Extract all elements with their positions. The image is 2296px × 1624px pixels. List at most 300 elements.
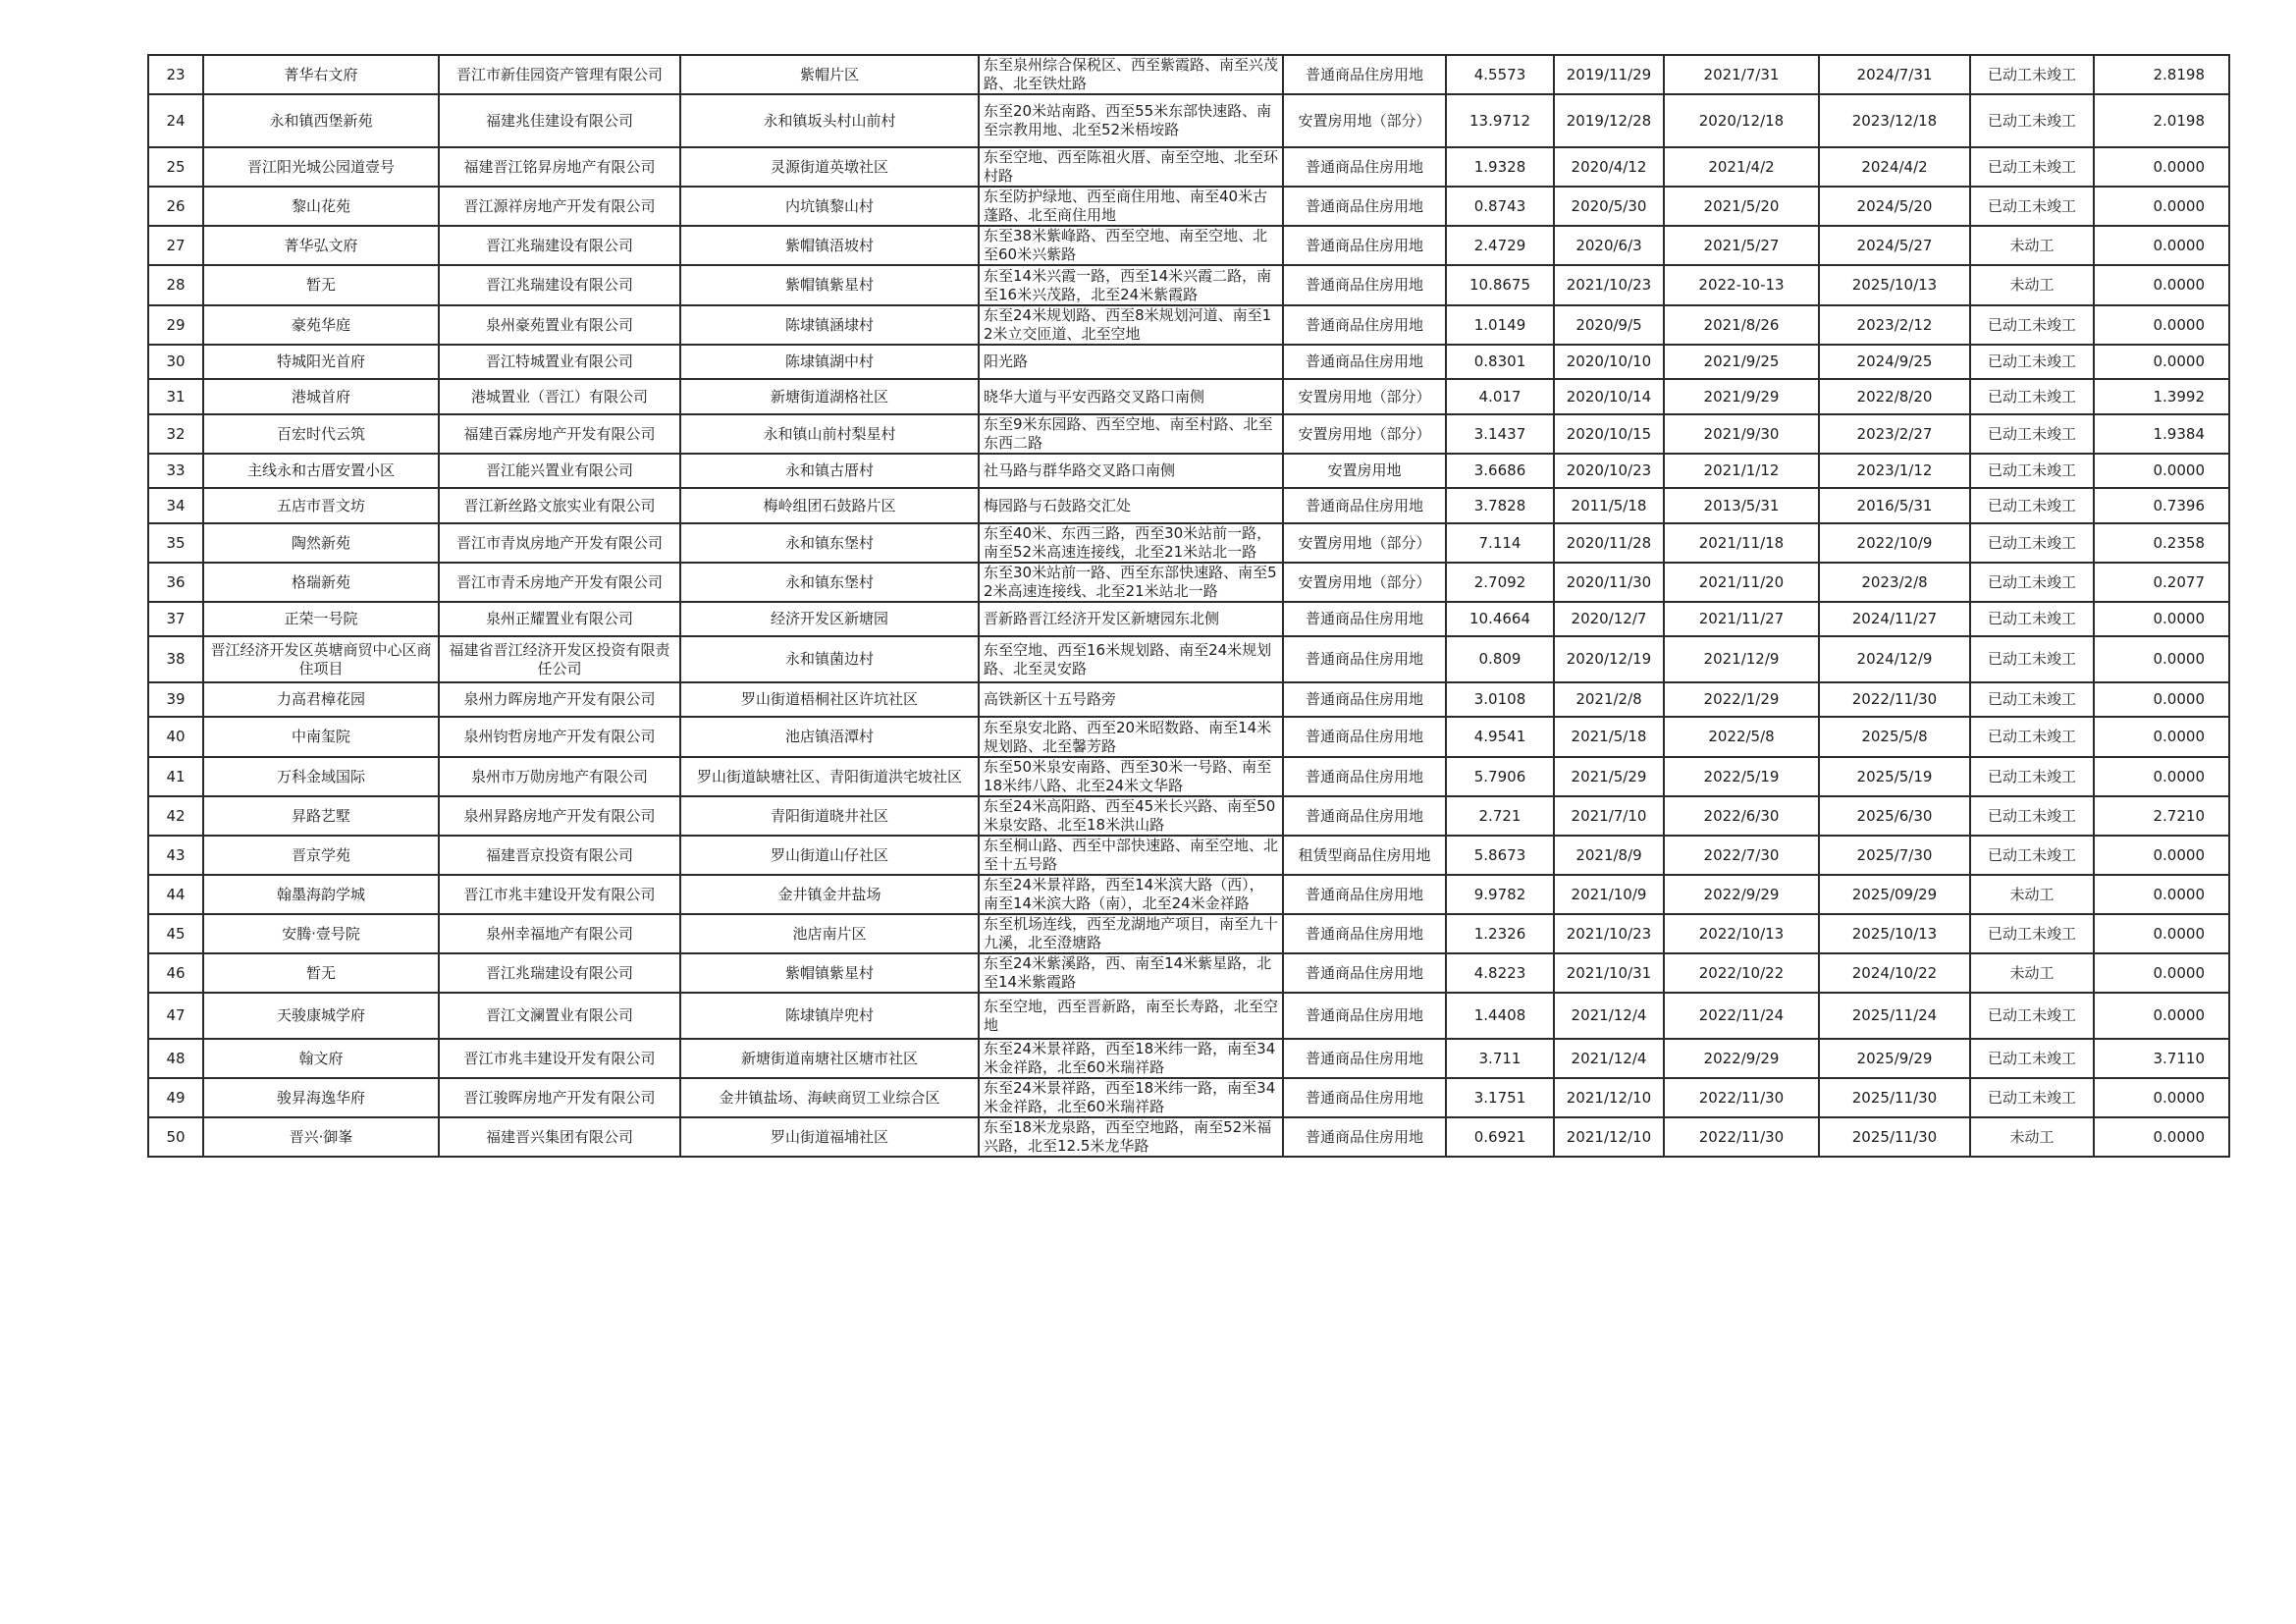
project-name-cell	[203, 379, 439, 414]
project-name-cell	[203, 55, 439, 94]
contract-date-cell	[1554, 147, 1664, 187]
boundaries: 东至24米景祥路，西至18米纬一路，南至34米金祥路，北至60米瑞祥路	[984, 1079, 1276, 1115]
status-cell	[1970, 187, 2094, 226]
start-date: 2020/12/18	[1698, 111, 1785, 130]
status-cell	[1970, 1117, 2094, 1157]
completed-area-cell	[2094, 796, 2229, 836]
contract-date-cell	[1554, 757, 1664, 796]
project-name: 五店市晋文坊	[276, 496, 365, 514]
project-name-cell	[203, 796, 439, 836]
location-cell	[680, 717, 979, 757]
location: 永和镇山前村梨星村	[763, 424, 896, 443]
area-cell	[1446, 993, 1554, 1039]
land-use-cell	[1283, 523, 1446, 563]
row-number: 37	[166, 610, 186, 627]
project-name-cell	[203, 563, 439, 602]
completion-date-cell	[1819, 914, 1970, 953]
row-number-cell	[148, 94, 203, 147]
completed-area-cell	[2094, 717, 2229, 757]
status: 已动工未竣工	[1987, 690, 2076, 708]
land-use: 普通商品住房用地	[1305, 315, 1423, 334]
start-date-cell	[1664, 1078, 1819, 1117]
start-date: 2022-10-13	[1698, 276, 1785, 294]
table-row	[148, 717, 2229, 757]
land-use-cell	[1283, 717, 1446, 757]
boundaries-cell	[979, 636, 1283, 682]
completed-area-cell	[2094, 187, 2229, 226]
area-cell	[1446, 602, 1554, 636]
project-name: 黎山花苑	[291, 196, 350, 215]
project-name-cell	[203, 757, 439, 796]
contract-date: 2019/11/29	[1566, 65, 1652, 83]
start-date-cell	[1664, 226, 1819, 265]
developer: 福建省晋江经济开发区投资有限责任公司	[449, 640, 670, 677]
boundaries-cell	[979, 379, 1283, 414]
contract-date-cell	[1554, 345, 1664, 379]
status-cell	[1970, 953, 2094, 993]
completion-date-cell	[1819, 226, 1970, 265]
status-cell	[1970, 1039, 2094, 1078]
contract-date-cell	[1554, 875, 1664, 914]
project-name: 翰墨海韵学城	[276, 885, 365, 903]
developer-cell	[439, 414, 680, 454]
project-name: 骏昇海逸华府	[276, 1088, 365, 1107]
area: 5.8673	[1473, 845, 1526, 864]
boundaries-cell	[979, 1039, 1283, 1078]
completed-area-cell	[2094, 345, 2229, 379]
completed-area-cell	[2094, 305, 2229, 345]
status: 已动工未竣工	[1987, 533, 2076, 552]
project-name-cell	[203, 488, 439, 523]
area-cell	[1446, 94, 1554, 147]
boundaries: 东至18米龙泉路，西至空地路，南至52米福兴路，北至12.5米龙华路	[984, 1118, 1272, 1155]
contract-date-cell	[1554, 563, 1664, 602]
completed-area: 0.0000	[2153, 1127, 2205, 1146]
location-cell	[680, 914, 979, 953]
land-use: 安置房用地（部分）	[1298, 387, 1431, 406]
contract-date: 2019/12/28	[1566, 111, 1652, 130]
completion-date: 2022/11/30	[1851, 690, 1938, 708]
status: 已动工未竣工	[1987, 424, 2076, 443]
project-name: 安腾·壹号院	[282, 924, 360, 943]
contract-date-cell	[1554, 717, 1664, 757]
completed-area-cell	[2094, 875, 2229, 914]
land-use-cell	[1283, 796, 1446, 836]
boundaries: 东至防护绿地、西至商住用地、南至40米古蓬路、北至商住用地	[984, 188, 1268, 224]
area: 1.0149	[1473, 315, 1526, 334]
completion-date: 2024/5/27	[1856, 236, 1933, 254]
status-cell	[1970, 636, 2094, 682]
area-cell	[1446, 55, 1554, 94]
status: 已动工未竣工	[1987, 1006, 2076, 1024]
boundaries: 东至20米站南路、西至55米东部快速路、南至宗教用地、北至52米梧垵路	[984, 102, 1272, 138]
boundaries: 晓华大道与平安西路交叉路口南侧	[984, 387, 1205, 406]
start-date: 2021/11/18	[1698, 533, 1785, 552]
start-date: 2022/11/30	[1698, 1088, 1785, 1107]
status-cell	[1970, 993, 2094, 1039]
area-cell	[1446, 1078, 1554, 1117]
start-date-cell	[1664, 636, 1819, 682]
location: 青阳街道晓井社区	[770, 806, 888, 825]
project-name-cell	[203, 682, 439, 717]
completion-date: 2024/4/2	[1861, 157, 1928, 176]
status-cell	[1970, 682, 2094, 717]
completion-date: 2025/10/13	[1851, 924, 1938, 943]
completed-area-cell	[2094, 226, 2229, 265]
table-row	[148, 1117, 2229, 1157]
developer: 晋江市兆丰建设开发有限公司	[463, 885, 656, 903]
project-name: 万科金域国际	[276, 767, 365, 785]
boundaries: 东至38米紫峰路、西至空地、南至空地、北至60米兴紫路	[984, 227, 1268, 263]
start-date-cell	[1664, 265, 1819, 305]
row-number-cell	[148, 836, 203, 875]
land-use-cell	[1283, 488, 1446, 523]
land-supply-table	[147, 54, 2230, 1158]
contract-date-cell	[1554, 379, 1664, 414]
table-row	[148, 94, 2229, 147]
start-date: 2021/9/29	[1703, 387, 1780, 406]
project-name-cell	[203, 1078, 439, 1117]
location-cell	[680, 1078, 979, 1117]
land-use-cell	[1283, 953, 1446, 993]
start-date: 2022/5/8	[1708, 728, 1775, 745]
status: 已动工未竣工	[1987, 767, 2076, 785]
location: 陈埭镇岸兜村	[784, 1006, 874, 1024]
project-name-cell	[203, 454, 439, 488]
developer: 泉州力晖房地产开发有限公司	[463, 690, 656, 708]
contract-date: 2020/10/23	[1566, 461, 1652, 479]
completed-area: 0.0000	[2153, 963, 2205, 982]
row-number-cell	[148, 1078, 203, 1117]
row-number: 42	[166, 806, 186, 825]
table-row	[148, 305, 2229, 345]
boundaries-cell	[979, 563, 1283, 602]
row-number-cell	[148, 488, 203, 523]
row-number-cell	[148, 305, 203, 345]
area: 1.2326	[1473, 924, 1526, 943]
location: 紫帽片区	[799, 65, 859, 83]
project-name-cell	[203, 1117, 439, 1157]
completion-date: 2024/12/9	[1856, 650, 1933, 668]
project-name: 格瑞新苑	[291, 572, 350, 591]
start-date: 2022/6/30	[1703, 806, 1780, 825]
table-row	[148, 187, 2229, 226]
land-use: 普通商品住房用地	[1305, 496, 1423, 514]
completion-date-cell	[1819, 875, 1970, 914]
developer-cell	[439, 875, 680, 914]
completed-area-cell	[2094, 602, 2229, 636]
land-use: 普通商品住房用地	[1305, 806, 1423, 825]
project-name: 永和镇西堡新苑	[269, 111, 373, 130]
completion-date-cell	[1819, 187, 1970, 226]
project-name-cell	[203, 993, 439, 1039]
developer-cell	[439, 757, 680, 796]
area-cell	[1446, 226, 1554, 265]
completed-area: 0.0000	[2153, 315, 2205, 334]
developer: 福建晋江铭昇房地产有限公司	[463, 157, 656, 176]
boundaries-cell	[979, 1078, 1283, 1117]
land-use: 安置房用地（部分）	[1298, 424, 1431, 443]
project-name-cell	[203, 414, 439, 454]
completion-date-cell	[1819, 345, 1970, 379]
completion-date-cell	[1819, 379, 1970, 414]
completed-area-cell	[2094, 1117, 2229, 1157]
land-use: 普通商品住房用地	[1305, 885, 1423, 903]
contract-date-cell	[1554, 993, 1664, 1039]
project-name-cell	[203, 953, 439, 993]
row-number-cell	[148, 55, 203, 94]
developer-cell	[439, 454, 680, 488]
land-use-cell	[1283, 602, 1446, 636]
contract-date-cell	[1554, 488, 1664, 523]
project-name: 特城阳光首府	[276, 352, 365, 370]
area-cell	[1446, 523, 1554, 563]
developer: 晋江兆瑞建设有限公司	[485, 236, 633, 254]
completed-area-cell	[2094, 488, 2229, 523]
land-use: 普通商品住房用地	[1305, 1049, 1423, 1067]
completion-date-cell	[1819, 993, 1970, 1039]
row-number: 29	[166, 315, 186, 334]
developer: 晋江市新佳园资产管理有限公司	[455, 65, 663, 83]
completed-area-cell	[2094, 682, 2229, 717]
boundaries-cell	[979, 953, 1283, 993]
area: 3.7828	[1473, 496, 1526, 514]
completion-date-cell	[1819, 454, 1970, 488]
start-date: 2021/9/30	[1703, 424, 1780, 443]
status-cell	[1970, 717, 2094, 757]
developer-cell	[439, 523, 680, 563]
status: 已动工未竣工	[1987, 572, 2076, 591]
completed-area: 0.0000	[2153, 728, 2205, 745]
table-row	[148, 875, 2229, 914]
table-row	[148, 488, 2229, 523]
project-name: 昇路艺墅	[291, 806, 350, 825]
start-date: 2021/11/20	[1698, 572, 1785, 591]
boundaries: 东至空地，西至晋新路，南至长寿路，北至空地	[984, 997, 1278, 1034]
boundaries-cell	[979, 717, 1283, 757]
project-name: 菁华右文府	[284, 65, 358, 83]
boundaries: 东至9米东园路、西至空地、南至村路、北至东西二路	[984, 415, 1273, 452]
boundaries-cell	[979, 757, 1283, 796]
status-cell	[1970, 265, 2094, 305]
row-number-cell	[148, 226, 203, 265]
land-use: 安置房用地（部分）	[1298, 572, 1431, 591]
developer: 泉州昇路房地产开发有限公司	[463, 806, 656, 825]
boundaries: 梅园路与石鼓路交汇处	[984, 496, 1132, 514]
land-use: 安置房用地	[1327, 461, 1402, 479]
completion-date-cell	[1819, 953, 1970, 993]
row-number: 40	[166, 728, 186, 745]
contract-date: 2021/10/31	[1566, 963, 1652, 982]
area: 7.114	[1478, 533, 1522, 552]
boundaries: 东至空地、西至16米规划路、南至24米规划路、北至灵安路	[984, 640, 1272, 677]
project-name: 晋京学苑	[291, 845, 350, 864]
start-date-cell	[1664, 953, 1819, 993]
contract-date: 2021/10/9	[1571, 885, 1647, 903]
contract-date: 2020/4/12	[1571, 157, 1647, 176]
status: 未动工	[2009, 885, 2055, 903]
contract-date: 2021/2/8	[1575, 690, 1642, 708]
area: 3.1437	[1473, 424, 1526, 443]
developer-cell	[439, 226, 680, 265]
contract-date-cell	[1554, 1039, 1664, 1078]
status: 未动工	[2009, 963, 2055, 982]
project-name: 翰文府	[298, 1049, 344, 1067]
land-use: 安置房用地（部分）	[1298, 111, 1431, 130]
area-cell	[1446, 488, 1554, 523]
project-name: 豪苑华庭	[291, 315, 350, 334]
location: 罗山街道梧桐社区许坑社区	[740, 690, 918, 708]
developer-cell	[439, 796, 680, 836]
completion-date: 2023/12/18	[1851, 111, 1938, 130]
row-number-cell	[148, 379, 203, 414]
row-number-cell	[148, 454, 203, 488]
table-row	[148, 796, 2229, 836]
completed-area: 0.0000	[2153, 610, 2205, 627]
area-cell	[1446, 875, 1554, 914]
status-cell	[1970, 454, 2094, 488]
land-use: 普通商品住房用地	[1305, 767, 1423, 785]
table-row	[148, 454, 2229, 488]
row-number-cell	[148, 345, 203, 379]
completed-area-cell	[2094, 836, 2229, 875]
row-number-cell	[148, 265, 203, 305]
contract-date: 2021/10/23	[1566, 924, 1652, 943]
developer: 泉州市万勋房地产有限公司	[470, 767, 648, 785]
land-use-cell	[1283, 1117, 1446, 1157]
land-use-cell	[1283, 993, 1446, 1039]
completed-area: 0.0000	[2153, 1088, 2205, 1107]
project-name-cell	[203, 305, 439, 345]
start-date-cell	[1664, 1117, 1819, 1157]
completed-area: 0.0000	[2153, 767, 2205, 785]
start-date: 2021/5/20	[1703, 196, 1780, 215]
completed-area: 2.0198	[2153, 111, 2205, 130]
area-cell	[1446, 265, 1554, 305]
developer: 晋江能兴置业有限公司	[485, 461, 633, 479]
project-name: 力高君樟花园	[276, 690, 365, 708]
area: 2.721	[1478, 806, 1522, 825]
completion-date-cell	[1819, 682, 1970, 717]
status-cell	[1970, 414, 2094, 454]
contract-date-cell	[1554, 953, 1664, 993]
boundaries-cell	[979, 147, 1283, 187]
status-cell	[1970, 305, 2094, 345]
completion-date: 2025/11/30	[1851, 1088, 1938, 1107]
land-use-cell	[1283, 1039, 1446, 1078]
location-cell	[680, 454, 979, 488]
location-cell	[680, 682, 979, 717]
start-date-cell	[1664, 147, 1819, 187]
developer-cell	[439, 1039, 680, 1078]
boundaries: 东至桐山路、西至中部快速路、南至空地、北至十五号路	[984, 837, 1278, 873]
start-date: 2022/11/30	[1698, 1127, 1785, 1146]
completed-area-cell	[2094, 414, 2229, 454]
status-cell	[1970, 875, 2094, 914]
status: 未动工	[2009, 236, 2055, 254]
boundaries-cell	[979, 414, 1283, 454]
land-use-cell	[1283, 187, 1446, 226]
boundaries: 东至50米泉安南路、西至30米一号路、南至18米纬八路、北至24米文华路	[984, 758, 1272, 794]
project-name: 晋兴·御峯	[289, 1127, 353, 1146]
table-row	[148, 836, 2229, 875]
completion-date: 2024/5/20	[1856, 196, 1933, 215]
completion-date: 2025/5/8	[1861, 728, 1928, 745]
area-cell	[1446, 147, 1554, 187]
boundaries: 东至24米紫溪路，西、南至14米紫星路，北至14米紫霞路	[984, 954, 1272, 991]
table-row	[148, 757, 2229, 796]
land-use: 普通商品住房用地	[1305, 196, 1423, 215]
contract-date-cell	[1554, 523, 1664, 563]
start-date: 2022/10/22	[1698, 963, 1785, 982]
completion-date-cell	[1819, 717, 1970, 757]
land-use-cell	[1283, 875, 1446, 914]
contract-date-cell	[1554, 914, 1664, 953]
contract-date-cell	[1554, 226, 1664, 265]
location: 罗山街道福埔社区	[770, 1127, 888, 1146]
completion-date: 2024/7/31	[1856, 65, 1933, 83]
area: 2.4729	[1473, 236, 1526, 254]
start-date: 2022/9/29	[1703, 1049, 1780, 1067]
area-cell	[1446, 717, 1554, 757]
table-row	[148, 414, 2229, 454]
status: 已动工未竣工	[1987, 111, 2076, 130]
start-date: 2013/5/31	[1703, 496, 1780, 514]
location-cell	[680, 187, 979, 226]
status-cell	[1970, 226, 2094, 265]
developer-cell	[439, 682, 680, 717]
start-date-cell	[1664, 94, 1819, 147]
status-cell	[1970, 914, 2094, 953]
row-number: 30	[166, 352, 186, 370]
completed-area-cell	[2094, 953, 2229, 993]
contract-date: 2020/11/30	[1566, 572, 1652, 591]
land-use-cell	[1283, 757, 1446, 796]
row-number: 24	[166, 111, 186, 130]
row-number: 27	[166, 236, 186, 254]
location: 梅岭组团石鼓路片区	[763, 496, 896, 514]
status: 已动工未竣工	[1987, 650, 2076, 668]
boundaries: 东至40米、东西三路，西至30米站前一路，南至52米高速连接线，北至21米站北一路	[984, 524, 1272, 561]
completion-date-cell	[1819, 1039, 1970, 1078]
area-cell	[1446, 414, 1554, 454]
row-number: 41	[166, 767, 186, 785]
completion-date-cell	[1819, 636, 1970, 682]
status: 已动工未竣工	[1987, 610, 2076, 627]
contract-date: 2020/12/7	[1571, 610, 1647, 627]
area: 10.4664	[1468, 610, 1531, 627]
row-number: 25	[166, 157, 186, 176]
boundaries-cell	[979, 875, 1283, 914]
completed-area-cell	[2094, 993, 2229, 1039]
boundaries-cell	[979, 55, 1283, 94]
completed-area: 0.0000	[2153, 690, 2205, 708]
land-use: 普通商品住房用地	[1305, 963, 1423, 982]
completed-area: 0.0000	[2153, 196, 2205, 215]
location-cell	[680, 488, 979, 523]
contract-date-cell	[1554, 94, 1664, 147]
boundaries-cell	[979, 796, 1283, 836]
location-cell	[680, 953, 979, 993]
location: 金井镇盐场、海峡商贸工业综合区	[719, 1088, 940, 1107]
developer: 晋江兆瑞建设有限公司	[485, 276, 633, 294]
start-date-cell	[1664, 563, 1819, 602]
contract-date: 2021/8/9	[1575, 845, 1642, 864]
land-use: 普通商品住房用地	[1305, 924, 1423, 943]
area-cell	[1446, 757, 1554, 796]
area: 4.5573	[1473, 65, 1526, 83]
start-date: 2022/5/19	[1703, 767, 1780, 785]
